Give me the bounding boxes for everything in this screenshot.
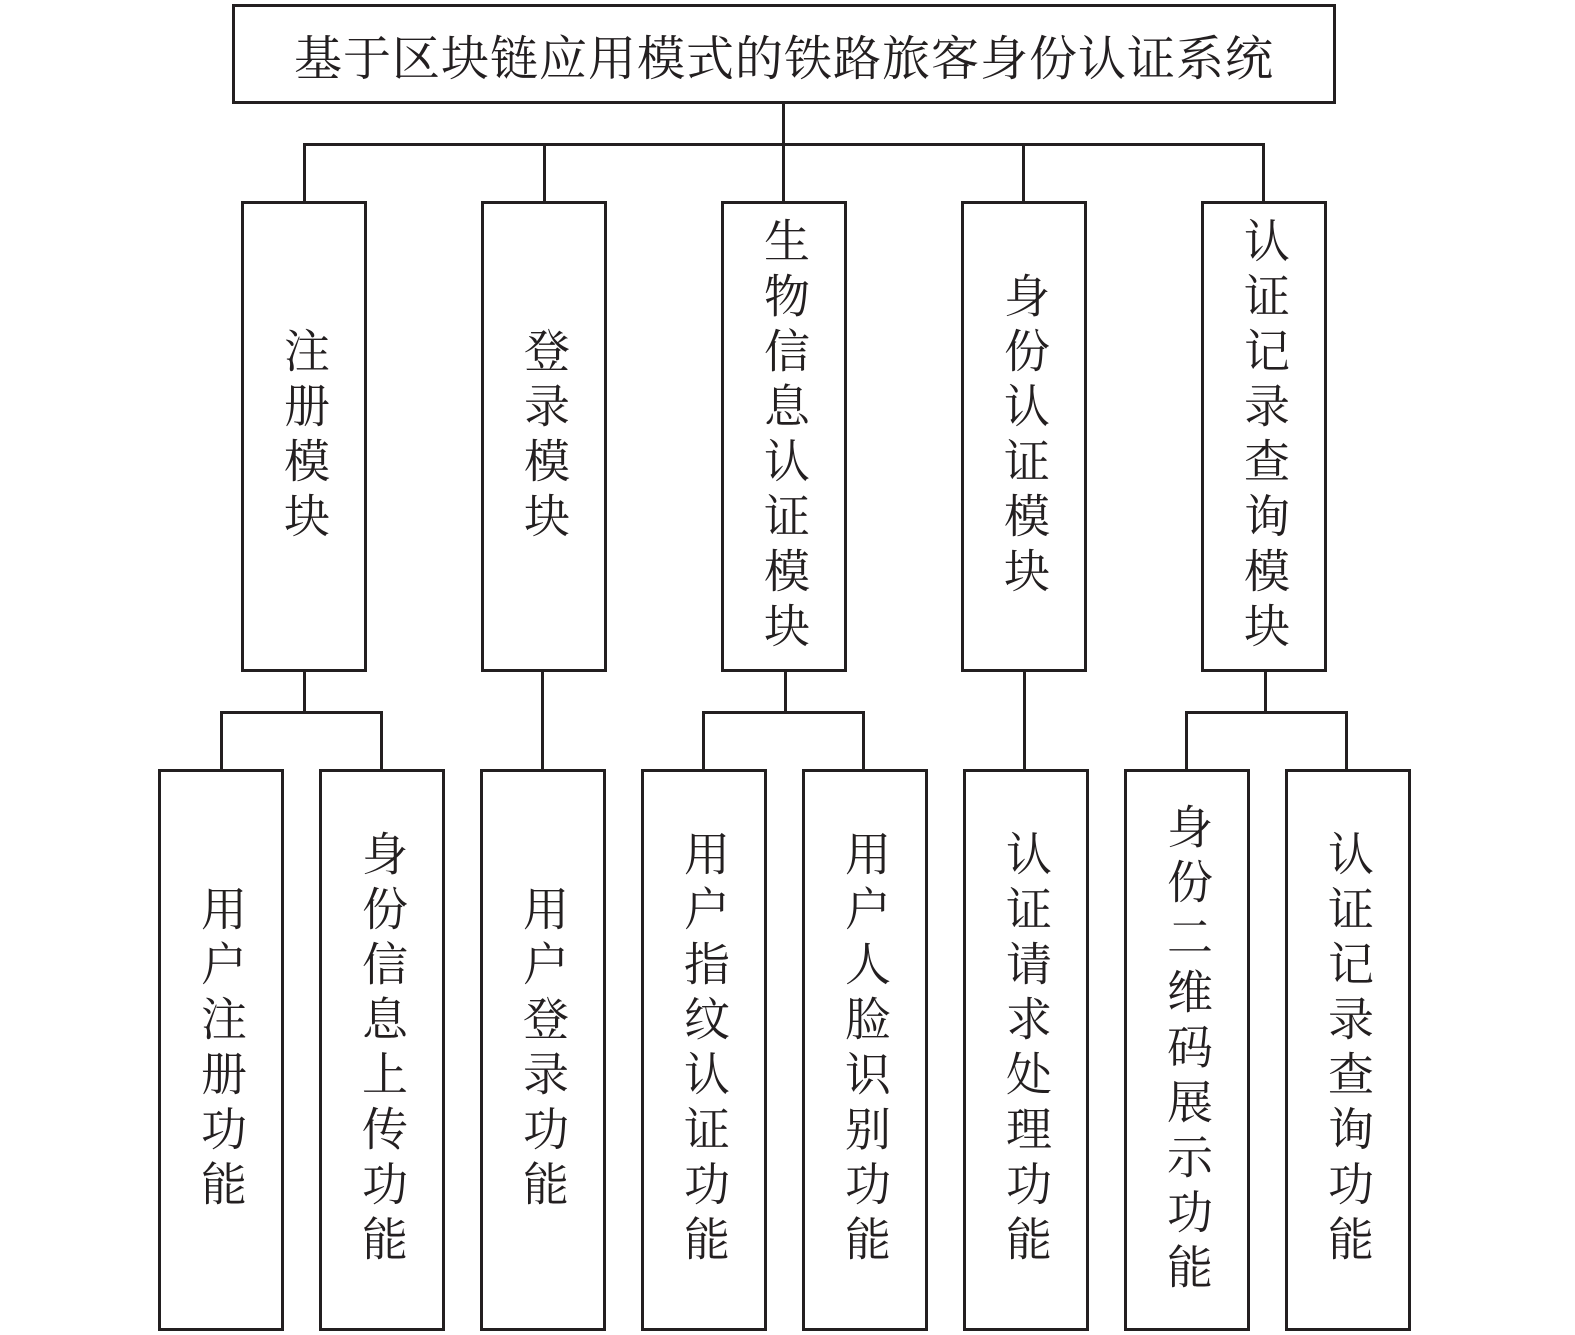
connector-module-1 bbox=[303, 143, 306, 202]
function-label: 身份二维码展示功能 bbox=[1160, 802, 1214, 1298]
module-label: 身份认证模块 bbox=[997, 271, 1051, 602]
root-node-system-title bbox=[232, 4, 1336, 104]
function-label: 用户人脸识别功能 bbox=[838, 830, 892, 1270]
function-label: 用户指纹认证功能 bbox=[677, 830, 731, 1270]
function-node-identity-upload bbox=[319, 769, 445, 1331]
connector-func-3-1 bbox=[702, 711, 705, 770]
module-node-biometric-auth bbox=[721, 201, 847, 672]
connector-module-1-stem bbox=[303, 671, 306, 714]
function-node-auth-record-query bbox=[1285, 769, 1411, 1331]
connector-module-2 bbox=[543, 143, 546, 202]
connector-root-stem bbox=[782, 103, 785, 146]
connector-module-2-stem bbox=[541, 671, 544, 770]
function-node-auth-request-processing bbox=[963, 769, 1089, 1331]
module-label: 注册模块 bbox=[277, 326, 331, 547]
function-label: 用户注册功能 bbox=[194, 885, 248, 1215]
connector-module-5-bus bbox=[1185, 711, 1348, 714]
function-node-user-login bbox=[480, 769, 606, 1331]
connector-module-5 bbox=[1262, 143, 1265, 202]
function-node-fingerprint-auth bbox=[641, 769, 767, 1331]
function-label: 用户登录功能 bbox=[516, 885, 570, 1215]
connector-module-4-stem bbox=[1023, 671, 1026, 770]
connector-func-3-2 bbox=[862, 711, 865, 770]
function-label: 认证记录查询功能 bbox=[1321, 830, 1375, 1270]
connector-func-5-2 bbox=[1345, 711, 1348, 770]
connector-module-1-bus bbox=[220, 711, 383, 714]
module-node-registration bbox=[241, 201, 367, 672]
connector-module-4 bbox=[1022, 143, 1025, 202]
function-node-identity-qrcode-display bbox=[1124, 769, 1250, 1331]
function-label: 身份信息上传功能 bbox=[355, 830, 409, 1270]
module-node-identity-auth bbox=[961, 201, 1087, 672]
connector-func-1-1 bbox=[220, 711, 223, 770]
connector-module-3 bbox=[782, 143, 785, 202]
connector-func-5-1 bbox=[1185, 711, 1188, 770]
connector-func-1-2 bbox=[380, 711, 383, 770]
module-label: 生物信息认证模块 bbox=[757, 216, 811, 657]
module-label: 登录模块 bbox=[517, 326, 571, 547]
module-node-login bbox=[481, 201, 607, 672]
function-label: 认证请求处理功能 bbox=[999, 830, 1053, 1270]
connector-module-3-bus bbox=[702, 711, 865, 714]
connector-module-5-stem bbox=[1264, 671, 1267, 714]
function-node-user-registration bbox=[158, 769, 284, 1331]
root-node-label: 基于区块链应用模式的铁路旅客身份认证系统 bbox=[293, 30, 1274, 87]
module-node-record-query bbox=[1201, 201, 1327, 672]
module-label: 认证记录查询模块 bbox=[1237, 216, 1291, 657]
function-node-face-recognition bbox=[802, 769, 928, 1331]
connector-module-3-stem bbox=[784, 671, 787, 714]
